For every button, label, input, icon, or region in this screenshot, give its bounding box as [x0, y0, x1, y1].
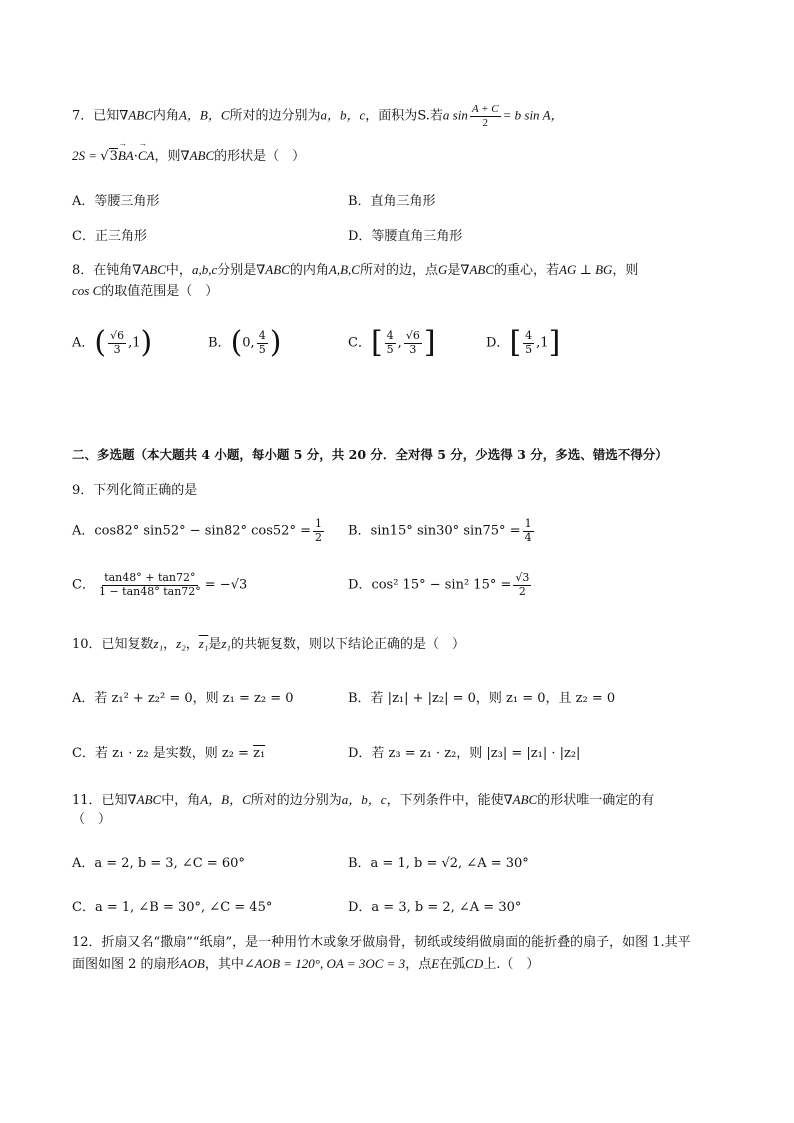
q8-text: 的取值范围是（ ）	[101, 284, 219, 299]
q7-vector-ca: → CA	[138, 148, 155, 164]
q8-opt-b-den: 5	[258, 342, 266, 356]
q9-option-d	[348, 572, 533, 598]
q7-text: 7．已知	[72, 108, 120, 124]
q8-point-g: G	[437, 262, 448, 277]
q9-option-a	[72, 518, 326, 544]
q7-stem-line1	[72, 103, 564, 129]
q9-opt-d-label: D．	[348, 577, 372, 593]
q11-triangle: ∇ABC	[127, 792, 162, 807]
q8-opt-a-tail: ,1	[128, 335, 141, 351]
q10-option-b: B．若 |z₁| + |z₂| = 0，则 z₁ = 0，且 z₂ = 0	[348, 691, 616, 706]
q8-opt-c-label: C．	[348, 335, 371, 351]
q9-opt-c-frac	[97, 572, 203, 598]
q8-opt-b-head: 0,	[242, 335, 255, 351]
q8-opt-c-frac2	[404, 330, 422, 356]
q10-text: 10．已知复数	[72, 637, 154, 652]
q8-opt-b-num: 4	[258, 328, 266, 342]
q11-text: 11．已知	[72, 793, 128, 808]
close-bracket-icon: ]	[423, 325, 436, 360]
q11-stem-line1	[72, 792, 654, 809]
q7-text: 所对的边分别为	[229, 108, 321, 124]
q11-option-c: C．a = 1, ∠B = 30°, ∠C = 45°	[72, 900, 273, 915]
q9-opt-b-den: 4	[524, 530, 532, 544]
q8-opt-d-den: 5	[525, 342, 533, 356]
q7-sqrt-value: 3	[109, 149, 118, 164]
close-paren-icon: )	[140, 325, 153, 360]
q7-triangle: ∇ABC	[119, 107, 153, 123]
q12-stem-line2	[72, 956, 539, 973]
q11-option-b: B．a = 1, b = √2, ∠A = 30°	[348, 856, 529, 871]
q10-text: 的共轭复数，则以下结论正确的是（ ）	[230, 637, 465, 652]
q11-sides: a，b，c	[341, 792, 387, 807]
q10-z1-conjugate: z₁	[198, 636, 209, 651]
open-bracket-icon: [	[509, 325, 522, 360]
q11-option-d: D．a = 3, b = 2, ∠A = 30°	[348, 900, 522, 915]
q8-opt-a-label: A．	[72, 335, 95, 351]
q9-opt-a-frac	[313, 518, 324, 544]
q7-frac-num: A + C	[471, 103, 499, 115]
q7-stem-line2	[72, 148, 305, 165]
q10-option-c	[72, 746, 265, 762]
q9-opt-a-num: 1	[314, 517, 322, 530]
q11-triangle: ∇ABC	[503, 792, 538, 807]
open-paren-icon: (	[230, 325, 243, 360]
q8-angles: A,B,C	[328, 262, 360, 277]
q11-text: 中，角	[161, 793, 201, 808]
open-paren-icon: (	[94, 325, 107, 360]
comma: ,	[397, 335, 402, 351]
q8-triangle: ∇ABC	[460, 262, 495, 277]
q8-triangle: ∇ABC	[256, 262, 290, 277]
q8-opt-c-den2: 3	[409, 342, 417, 356]
q10-z1: z₁	[153, 636, 164, 651]
q8-stem-line1	[72, 262, 638, 279]
q8-opt-a-num: √6	[110, 328, 125, 342]
q7-text: .若	[425, 108, 443, 124]
open-bracket-icon: [	[370, 325, 383, 360]
q7-angles: A，B，C	[178, 107, 230, 123]
q8-text: 所对的边，点	[359, 263, 438, 278]
q10-text: 是	[208, 637, 222, 652]
q8-stem-line2	[72, 283, 218, 300]
q9-opt-a-label: A．	[72, 523, 95, 539]
q12-condition: ∠AOB = 120°, OA = 3OC = 3	[243, 956, 406, 971]
q12-text: ，点	[405, 957, 432, 972]
close-bracket-icon: ]	[548, 325, 561, 360]
q8-opt-c-den1: 5	[386, 342, 394, 356]
q9-opt-c-label: C．	[72, 577, 95, 593]
q8-opt-b-frac	[257, 330, 268, 356]
q7-cond-right: = b sin A，	[502, 107, 564, 123]
q8-text: 的内角	[289, 263, 329, 278]
q8-opt-b-label: B．	[208, 335, 231, 351]
q8-cosc: cos C	[72, 283, 102, 298]
q9-opt-d-den: 2	[518, 584, 526, 598]
q7-text: ，则	[154, 149, 181, 164]
q7-text: 内角	[152, 108, 179, 124]
q9-opt-d-expr: cos² 15° − sin² 15° =	[371, 577, 512, 593]
q8-text: ，则	[612, 263, 639, 278]
q8-opt-c-num2: √6	[405, 328, 420, 342]
q7-option-d: D．等腰直角三角形	[348, 229, 463, 244]
q8-triangle: ∇ABC	[132, 262, 166, 277]
q12-point-e: E	[431, 956, 440, 971]
q11-angles: A，B，C	[200, 792, 251, 807]
q12-sector-aob: AOB	[179, 956, 205, 971]
q7-area-symbol: S	[417, 108, 426, 124]
q10-z1: z₁	[221, 636, 231, 651]
q8-perp: AG ⊥ BG	[559, 262, 613, 277]
q7-option-b: B．直角三角形	[348, 194, 436, 209]
q10-option-a: A．若 z₁² + z₂² = 0，则 z₁ = z₂ = 0	[72, 691, 294, 706]
q7-sides: a，b，c	[320, 107, 366, 123]
q8-option-c	[348, 325, 436, 360]
q7-dot: ·	[133, 149, 138, 164]
q11-option-a: A．a = 2, b = 3, ∠C = 60°	[72, 856, 245, 871]
q9-option-b	[348, 518, 536, 544]
q11-stem-line2: （ ）	[72, 812, 112, 827]
q10-option-d: D．若 z₃ = z₁ · z₂，则 |z₃| = |z₁| · |z₂|	[348, 746, 581, 761]
q8-option-a	[72, 325, 153, 360]
q8-sides: a,b,c	[191, 262, 218, 277]
q8-opt-d-frac	[523, 330, 534, 356]
q10-z2: z₂	[176, 636, 186, 651]
q12-text: 在弧	[439, 957, 466, 972]
q8-text: 是	[447, 263, 461, 278]
q8-option-d	[486, 325, 561, 360]
q9-opt-d-num: √3	[515, 571, 530, 584]
q7-fraction	[470, 103, 501, 129]
q7-triangle: ∇ABC	[180, 148, 215, 163]
q9-opt-a-expr: cos82° sin52° − sin82° cos52° =	[94, 523, 311, 539]
q8-opt-a-den: 3	[113, 342, 121, 356]
q8-option-b	[208, 325, 282, 360]
q12-text: 面图如图 2 的扇形	[72, 957, 180, 972]
q8-opt-d-tail: ,1	[536, 335, 549, 351]
q10-stem	[72, 636, 465, 653]
q8-opt-a-frac	[108, 330, 126, 356]
q7-2s: 2S =	[72, 148, 101, 163]
q12-text: 上.（ ）	[483, 957, 540, 972]
q10-opt-c-conjugate: z₁	[253, 746, 266, 761]
q8-opt-d-num: 4	[525, 328, 533, 342]
q8-opt-c-frac1	[385, 330, 396, 356]
sqrt-icon: √	[100, 149, 109, 164]
q12-text: ，其中	[204, 957, 244, 972]
q7-frac-den: 2	[482, 116, 488, 129]
q9-opt-d-frac	[513, 572, 531, 598]
q12-stem-line1: 12．折扇又名“撒扇”“纸扇”，是一种用竹木或象牙做扇骨，韧纸或绫绢做扇面的能折叠的扇子，如图 1.其平	[72, 935, 691, 950]
section-heading-multi-choice: 二、多选题（本大题共 4 小题，每小题 5 分，共 20 分．全对得 5 分，少选得 3 分，多选、错选不得分）	[72, 447, 668, 462]
q10-sep: ，	[163, 637, 177, 652]
q9-option-c	[72, 572, 247, 598]
q7-vector-ba: → BA	[118, 148, 134, 164]
q9-opt-c-num: tan48° + tan72°	[104, 571, 196, 584]
q11-text: ，下列条件中，能使	[386, 793, 504, 808]
q7-text: 的形状是（ ）	[214, 149, 306, 164]
q8-text: 中，	[165, 263, 192, 278]
q8-text: 8．在钝角	[72, 263, 133, 278]
q9-opt-b-expr: sin15° sin30° sin75° =	[370, 523, 521, 539]
q7-option-c: C．正三角形	[72, 229, 147, 244]
q8-opt-c-num1: 4	[386, 328, 394, 342]
q8-text: 的重心，若	[494, 263, 560, 278]
q9-opt-a-den: 2	[314, 530, 322, 544]
close-paren-icon: )	[269, 325, 282, 360]
q9-opt-c-den: 1 − tan48° tan72°	[98, 584, 201, 598]
q9-opt-c-tail: = −√3	[204, 577, 248, 593]
q9-opt-b-frac	[523, 518, 534, 544]
q10-sep: ，	[185, 637, 199, 652]
q8-opt-d-label: D．	[486, 335, 510, 351]
q7-text: ，面积为	[365, 108, 418, 124]
q7-option-a: A．等腰三角形	[72, 194, 160, 209]
q9-opt-b-label: B．	[348, 523, 371, 539]
q11-text: 所对的边分别为	[250, 793, 342, 808]
q12-arc-cd: CD	[465, 956, 484, 971]
q9-opt-b-num: 1	[524, 517, 532, 530]
q11-text: 的形状唯一确定的有	[537, 793, 655, 808]
q7-cond-left: a sin	[442, 107, 468, 123]
q8-text: 分别是	[217, 263, 257, 278]
q9-stem: 9．下列化简正确的是	[72, 483, 198, 498]
q10-opt-c-text: C．若 z₁ · z₂ 是实数，则 z₂ =	[72, 746, 254, 761]
